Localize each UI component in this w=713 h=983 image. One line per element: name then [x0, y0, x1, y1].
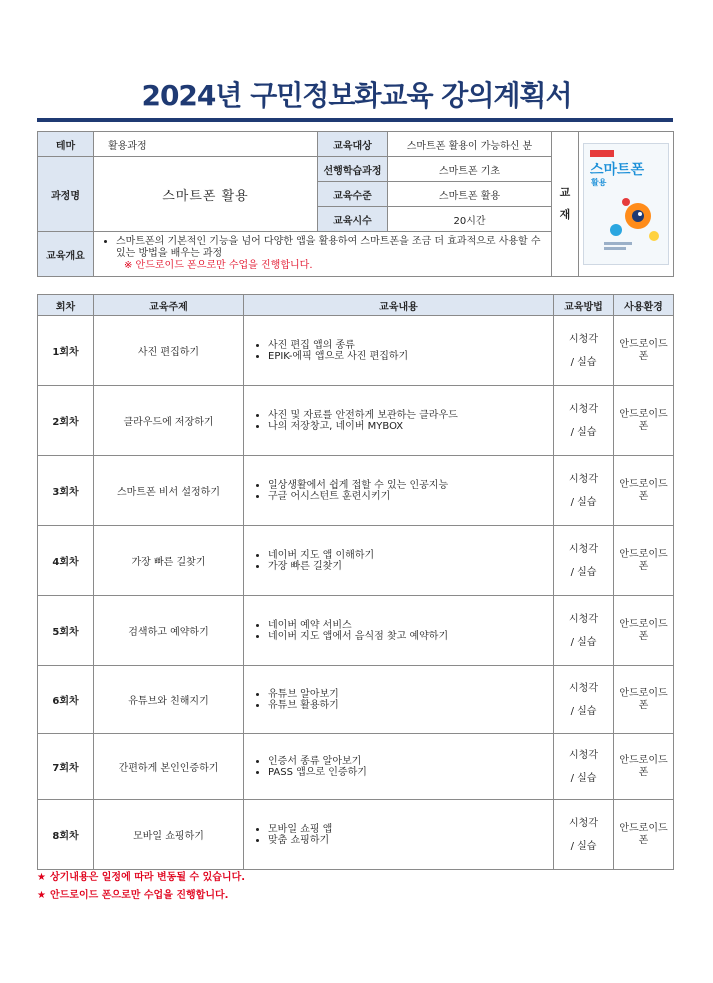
textbook-label-1: 교 — [559, 186, 571, 199]
book-illustration-icon — [598, 190, 664, 254]
schedule-table — [37, 294, 674, 870]
book-badge-icon — [590, 150, 614, 157]
textbook-label-2: 재 — [559, 208, 571, 221]
header-content: 교육내용 — [244, 295, 554, 316]
method-line-1: 시청각 — [569, 543, 598, 555]
env-line-2: 폰 — [638, 560, 649, 572]
method-line-1: 시청각 — [569, 403, 598, 415]
topic-cell: 가장 빠른 길찾기 — [94, 526, 244, 596]
session-cell: 1회차 — [38, 316, 94, 386]
table-row — [38, 456, 674, 526]
level-value: 스마트폰 활용 — [388, 182, 552, 207]
schedule-header-row — [38, 295, 674, 316]
header-method: 교육방법 — [554, 295, 614, 316]
table-row — [38, 316, 674, 386]
env-cell — [614, 386, 674, 456]
method-cell — [554, 316, 614, 386]
method-line-2: / 실습 — [570, 772, 597, 784]
theme-value: 활용과정 — [94, 132, 318, 157]
content-cell — [244, 666, 554, 734]
course-label: 과정명 — [38, 157, 94, 232]
topic-cell: 클라우드에 저장하기 — [94, 386, 244, 456]
env-line-2: 폰 — [638, 766, 649, 778]
note-1-text: 상기내용은 일정에 따라 변동될 수 있습니다. — [49, 872, 246, 883]
prereq-value: 스마트폰 기초 — [388, 157, 552, 182]
session-cell: 6회차 — [38, 666, 94, 734]
method-line-2: / 실습 — [570, 426, 597, 438]
session-cell: 2회차 — [38, 386, 94, 456]
table-row — [38, 734, 674, 800]
content-item: • 일상생활에서 쉽게 접할 수 있는 인공지능 — [268, 480, 553, 491]
overview-label: 교육개요 — [38, 232, 94, 277]
method-cell — [554, 800, 614, 870]
book-subtitle: 활용 — [591, 178, 607, 187]
method-line-1: 시청각 — [569, 613, 598, 625]
content-item: • 네이버 지도 앱 이해하기 — [268, 550, 553, 561]
topic-cell: 검색하고 예약하기 — [94, 596, 244, 666]
theme-label: 테마 — [38, 132, 94, 157]
overview-cell — [94, 232, 552, 277]
env-cell — [614, 316, 674, 386]
note-2 — [37, 887, 245, 905]
env-cell — [614, 666, 674, 734]
method-cell — [554, 386, 614, 456]
topic-cell: 모바일 쇼핑하기 — [94, 800, 244, 870]
content-item: • 유튜브 활용하기 — [268, 700, 553, 711]
session-cell: 5회차 — [38, 596, 94, 666]
content-item: • 모바일 쇼핑 앱 — [268, 824, 553, 835]
env-line-2: 폰 — [638, 420, 649, 432]
env-cell — [614, 596, 674, 666]
session-cell: 3회차 — [38, 456, 94, 526]
method-line-1: 시청각 — [569, 749, 598, 761]
env-line-2: 폰 — [638, 834, 649, 846]
table-row — [38, 596, 674, 666]
method-line-2: / 실습 — [570, 840, 597, 852]
content-item: • 맞춤 쇼핑하기 — [268, 835, 553, 846]
textbook-cell — [552, 132, 674, 277]
env-cell — [614, 456, 674, 526]
content-item: • 네이버 지도 앱에서 음식점 찾고 예약하기 — [268, 631, 553, 642]
content-item: • 사진 및 자료를 안전하게 보관하는 클라우드 — [268, 410, 553, 421]
env-cell — [614, 526, 674, 596]
content-item: • 네이버 예약 서비스 — [268, 620, 553, 631]
method-line-2: / 실습 — [570, 356, 597, 368]
env-line-1: 안드로이드 — [619, 478, 668, 490]
env-line-1: 안드로이드 — [619, 754, 668, 766]
method-cell — [554, 596, 614, 666]
env-cell — [614, 800, 674, 870]
env-line-1: 안드로이드 — [619, 548, 668, 560]
course-value: 스마트폰 활용 — [94, 157, 318, 232]
content-item: • 구글 어시스턴트 훈련시키기 — [268, 491, 553, 502]
content-item: • EPIK-에픽 앱으로 사진 편집하기 — [268, 351, 553, 362]
method-line-1: 시청각 — [569, 682, 598, 694]
table-row — [38, 800, 674, 870]
method-line-2: / 실습 — [570, 496, 597, 508]
content-cell — [244, 526, 554, 596]
overview-bullet: • 스마트폰의 기본적인 기능을 넘어 다양한 앱을 활용하여 스마트폰을 조금 더 효과적으로 사용할 수 있는 방법을 배우는 과정 — [116, 236, 545, 260]
method-cell — [554, 734, 614, 800]
target-label: 교육대상 — [318, 132, 388, 157]
content-item: • 인증서 종류 알아보기 — [268, 756, 553, 767]
content-cell — [244, 386, 554, 456]
star-icon: ★ — [37, 872, 46, 883]
table-row — [38, 386, 674, 456]
header-session: 회차 — [38, 295, 94, 316]
env-line-2: 폰 — [638, 490, 649, 502]
table-row — [38, 666, 674, 734]
content-cell — [244, 596, 554, 666]
session-cell: 8회차 — [38, 800, 94, 870]
notes — [37, 869, 245, 905]
header-topic: 교육주제 — [94, 295, 244, 316]
topic-cell: 스마트폰 비서 설정하기 — [94, 456, 244, 526]
method-cell — [554, 526, 614, 596]
method-line-1: 시청각 — [569, 817, 598, 829]
content-cell — [244, 734, 554, 800]
method-cell — [554, 456, 614, 526]
method-line-2: / 실습 — [570, 636, 597, 648]
topic-cell: 간편하게 본인인증하기 — [94, 734, 244, 800]
content-cell — [244, 456, 554, 526]
content-item: • 가장 빠른 길찾기 — [268, 561, 553, 572]
header-env: 사용환경 — [614, 295, 674, 316]
env-line-2: 폰 — [638, 630, 649, 642]
session-cell: 7회차 — [38, 734, 94, 800]
content-item: • 사진 편집 앱의 종류 — [268, 340, 553, 351]
prereq-label: 선행학습과정 — [318, 157, 388, 182]
method-line-2: / 실습 — [570, 566, 597, 578]
title-rule — [37, 118, 673, 122]
content-cell — [244, 800, 554, 870]
topic-cell: 유튜브와 친해지기 — [94, 666, 244, 734]
hours-value: 20시간 — [388, 207, 552, 232]
textbook-cover-image — [583, 143, 669, 265]
method-cell — [554, 666, 614, 734]
env-line-1: 안드로이드 — [619, 618, 668, 630]
note-2-text: 안드로이드 폰으로만 수업을 진행합니다. — [49, 890, 229, 901]
table-row — [38, 526, 674, 596]
overview-note: ※ 안드로이드 폰으로만 수업을 진행합니다. — [124, 260, 313, 271]
course-info-table — [37, 131, 674, 277]
method-line-1: 시청각 — [569, 333, 598, 345]
content-item: • PASS 앱으로 인증하기 — [268, 767, 553, 778]
topic-cell: 사진 편집하기 — [94, 316, 244, 386]
session-cell: 4회차 — [38, 526, 94, 596]
content-item: • 나의 저장창고, 네이버 MYBOX — [268, 421, 553, 432]
hours-label: 교육시수 — [318, 207, 388, 232]
content-item: • 유튜브 알아보기 — [268, 689, 553, 700]
target-value: 스마트폰 활용이 가능하신 분 — [388, 132, 552, 157]
level-label: 교육수준 — [318, 182, 388, 207]
env-line-2: 폰 — [638, 350, 649, 362]
page-title: 2024년 구민정보화교육 강의계획서 — [141, 79, 572, 112]
note-1 — [37, 869, 245, 887]
book-title: 스마트폰 — [590, 162, 645, 178]
method-line-1: 시청각 — [569, 473, 598, 485]
env-line-1: 안드로이드 — [619, 408, 668, 420]
env-line-2: 폰 — [638, 699, 649, 711]
method-line-2: / 실습 — [570, 705, 597, 717]
env-line-1: 안드로이드 — [619, 338, 668, 350]
star-icon: ★ — [37, 890, 46, 901]
content-cell — [244, 316, 554, 386]
env-cell — [614, 734, 674, 800]
env-line-1: 안드로이드 — [619, 822, 668, 834]
env-line-1: 안드로이드 — [619, 687, 668, 699]
